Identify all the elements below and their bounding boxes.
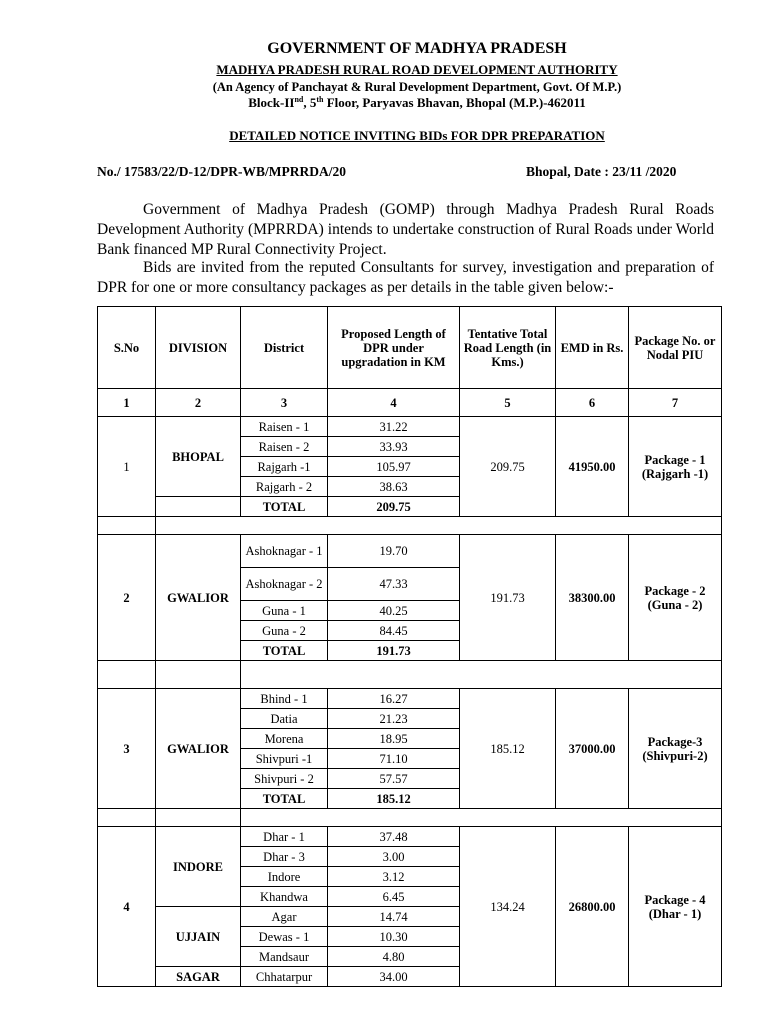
notice-title: DETAILED NOTICE INVITING BIDs FOR DPR PREPARATION <box>229 128 605 143</box>
header-sno: S.No <box>98 307 156 389</box>
district-cell: Morena <box>241 729 328 749</box>
col-number: 7 <box>629 389 722 417</box>
col-number: 4 <box>328 389 460 417</box>
package-cell: Package - 1 (Rajgarh -1) <box>629 417 722 517</box>
length-cell: 33.93 <box>328 437 460 457</box>
length-cell: 21.23 <box>328 709 460 729</box>
spacer-cell <box>241 809 722 827</box>
length-cell: 18.95 <box>328 729 460 749</box>
sno-cell: 1 <box>98 417 156 517</box>
spacer-row <box>98 809 722 827</box>
table-row <box>98 827 722 847</box>
district-cell: Rajgarh -1 <box>241 457 328 477</box>
district-cell: Dhar - 3 <box>241 847 328 867</box>
length-cell: 105.97 <box>328 457 460 477</box>
district-cell: Bhind - 1 <box>241 689 328 709</box>
length-cell: 40.25 <box>328 601 460 621</box>
col-number: 1 <box>98 389 156 417</box>
header-package: Package No. or Nodal PIU <box>629 307 722 389</box>
header-total-road-length: Tentative Total Road Length (in Kms.) <box>460 307 556 389</box>
header-agency: (An Agency of Panchayat & Rural Development Department, Govt. Of M.P.) <box>212 80 622 94</box>
spacer-cell <box>98 809 156 827</box>
total-value-cell: 185.12 <box>328 789 460 809</box>
header-authority: MADHYA PRADESH RURAL ROAD DEVELOPMENT AUTHORITY <box>216 62 618 77</box>
emd-cell: 37000.00 <box>556 689 629 809</box>
reference-date: Bhopal, Date : 23/11 /2020 <box>526 164 677 179</box>
header-government: GOVERNMENT OF MADHYA PRADESH <box>267 40 567 57</box>
division-cell <box>156 497 241 517</box>
district-cell: Dhar - 1 <box>241 827 328 847</box>
length-cell: 71.10 <box>328 749 460 769</box>
total-label-cell: TOTAL <box>241 497 328 517</box>
division-cell: GWALIOR <box>156 535 241 661</box>
district-cell: Dewas - 1 <box>241 927 328 947</box>
length-cell: 37.48 <box>328 827 460 847</box>
road-length-cell: 209.75 <box>460 417 556 517</box>
spacer-cell <box>98 661 156 689</box>
package-cell: Package - 2 (Guna - 2) <box>629 535 722 661</box>
total-label-cell: TOTAL <box>241 641 328 661</box>
spacer-cell <box>156 809 241 827</box>
district-cell: Khandwa <box>241 887 328 907</box>
col-number: 2 <box>156 389 241 417</box>
division-cell: GWALIOR <box>156 689 241 809</box>
intro-paragraph: Government of Madhya Pradesh (GOMP) through Madhya Pradesh Rural Roads Development Authority (MPRRDA) intends to undertake construction of Rural Roads under World Bank financed MP Rural Connectivity Project. <box>97 201 714 258</box>
package-cell: Package-3 (Shivpuri-2) <box>629 689 722 809</box>
sno-cell: 2 <box>98 535 156 661</box>
package-cell: Package - 4 (Dhar - 1) <box>629 827 722 987</box>
length-cell: 14.74 <box>328 907 460 927</box>
length-cell: 47.33 <box>328 568 460 601</box>
district-cell: Ashoknagar - 2 <box>241 568 328 601</box>
table-header-row <box>98 307 722 389</box>
col-number: 3 <box>241 389 328 417</box>
total-label-cell: TOTAL <box>241 789 328 809</box>
total-value-cell: 209.75 <box>328 497 460 517</box>
road-length-cell: 134.24 <box>460 827 556 987</box>
division-cell: SAGAR <box>156 967 241 987</box>
header-division: DIVISION <box>156 307 241 389</box>
spacer-row <box>98 661 722 689</box>
length-cell: 3.00 <box>328 847 460 867</box>
spacer-cell <box>98 517 156 535</box>
division-cell: UJJAIN <box>156 907 241 967</box>
road-length-cell: 191.73 <box>460 535 556 661</box>
length-cell: 57.57 <box>328 769 460 789</box>
length-cell: 6.45 <box>328 887 460 907</box>
length-cell: 4.80 <box>328 947 460 967</box>
district-cell: Rajgarh - 2 <box>241 477 328 497</box>
district-cell: Shivpuri - 2 <box>241 769 328 789</box>
col-number: 5 <box>460 389 556 417</box>
spacer-cell <box>156 661 241 689</box>
district-cell: Guna - 1 <box>241 601 328 621</box>
reference-number: No./ 17583/22/D-12/DPR-WB/MPRRDA/20 <box>97 164 346 179</box>
bids-paragraph: Bids are invited from the reputed Consultants for survey, investigation and preparation of DPR for one or more consultancy packages as per details in the table given below:- <box>97 259 714 296</box>
column-number-row <box>98 389 722 417</box>
table-row <box>98 689 722 709</box>
package-table <box>97 306 722 987</box>
district-cell: Datia <box>241 709 328 729</box>
spacer-cell <box>156 517 722 535</box>
district-cell: Mandsaur <box>241 947 328 967</box>
emd-cell: 38300.00 <box>556 535 629 661</box>
header-district: District <box>241 307 328 389</box>
length-cell: 38.63 <box>328 477 460 497</box>
district-cell: Guna - 2 <box>241 621 328 641</box>
table-row <box>98 535 722 568</box>
district-cell: Shivpuri -1 <box>241 749 328 769</box>
district-cell: Raisen - 1 <box>241 417 328 437</box>
district-cell: Chhatarpur <box>241 967 328 987</box>
district-cell: Indore <box>241 867 328 887</box>
division-cell: INDORE <box>156 827 241 907</box>
sno-cell: 4 <box>98 827 156 987</box>
length-cell: 34.00 <box>328 967 460 987</box>
district-cell: Ashoknagar - 1 <box>241 535 328 568</box>
spacer-cell <box>241 661 722 689</box>
length-cell: 84.45 <box>328 621 460 641</box>
emd-cell: 26800.00 <box>556 827 629 987</box>
sno-cell: 3 <box>98 689 156 809</box>
length-cell: 3.12 <box>328 867 460 887</box>
district-cell: Raisen - 2 <box>241 437 328 457</box>
length-cell: 16.27 <box>328 689 460 709</box>
length-cell: 10.30 <box>328 927 460 947</box>
emd-cell: 41950.00 <box>556 417 629 517</box>
length-cell: 19.70 <box>328 535 460 568</box>
col-number: 6 <box>556 389 629 417</box>
length-cell: 31.22 <box>328 417 460 437</box>
table-row <box>98 417 722 437</box>
road-length-cell: 185.12 <box>460 689 556 809</box>
spacer-row <box>98 517 722 535</box>
header-address: Block-IInd, 5th Floor, Paryavas Bhavan, Bhopal (M.P.)-462011 <box>248 95 586 110</box>
division-cell: BHOPAL <box>156 417 241 497</box>
district-cell: Agar <box>241 907 328 927</box>
header-emd: EMD in Rs. <box>556 307 629 389</box>
total-value-cell: 191.73 <box>328 641 460 661</box>
header-proposed-length: Proposed Length of DPR under upgradation in KM <box>328 307 460 389</box>
